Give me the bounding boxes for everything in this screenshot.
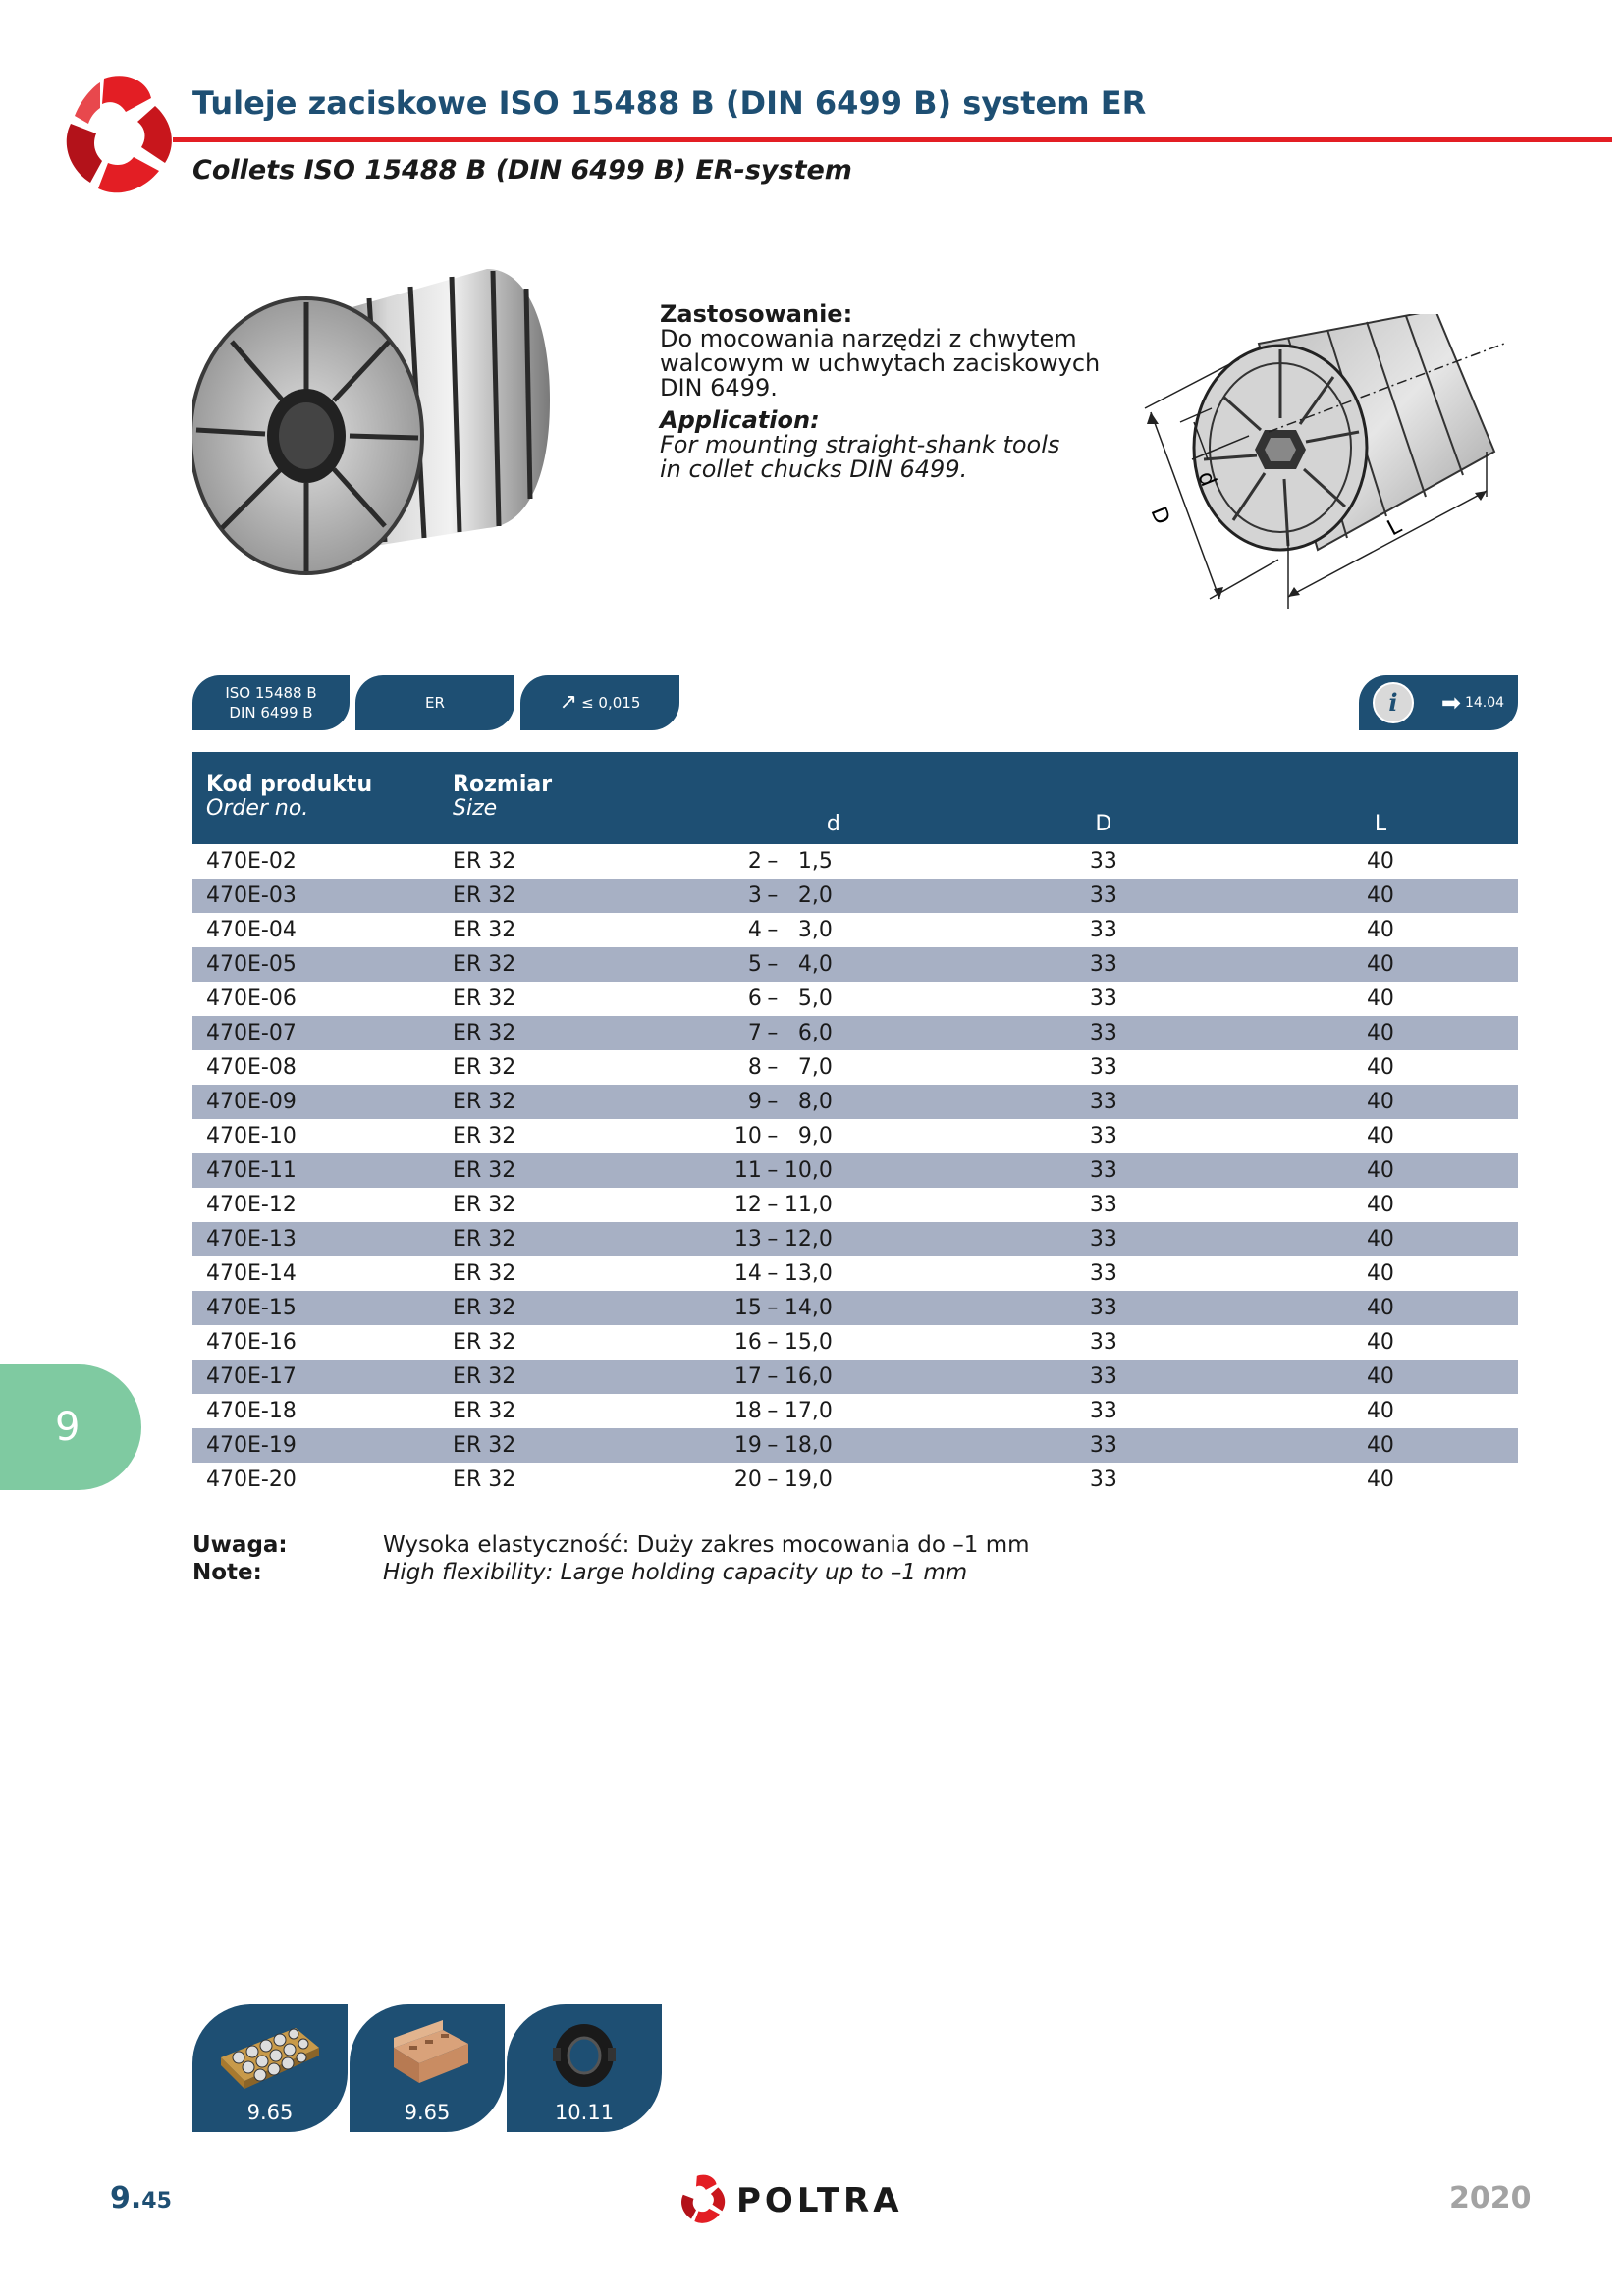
cell-d: 20 – 19,0	[733, 1468, 833, 1492]
cell-D: 33	[1089, 1468, 1117, 1492]
cell-L: 40	[1366, 1296, 1394, 1320]
cell-code: 470E-07	[206, 1021, 297, 1045]
table-row	[192, 1394, 1518, 1428]
arrow-right-icon: ➡	[1440, 689, 1461, 717]
page-subtitle: Collets ISO 15488 B (DIN 6499 B) ER-system	[192, 155, 852, 186]
cell-code: 470E-04	[206, 918, 297, 942]
description-heading-en: Application:	[660, 406, 820, 434]
brand-name: POLTRA	[736, 2181, 903, 2220]
cell-D: 33	[1089, 1055, 1117, 1080]
cell-size: ER 32	[453, 1055, 516, 1080]
cell-code: 470E-19	[206, 1433, 297, 1458]
cell-L: 40	[1366, 1227, 1394, 1252]
cell-code: 470E-17	[206, 1364, 297, 1389]
cell-D: 33	[1089, 987, 1117, 1011]
cell-L: 40	[1366, 1055, 1394, 1080]
accessory-ref: 9.65	[404, 2101, 451, 2124]
table-row	[192, 1291, 1518, 1325]
cell-d: 7 – 6,0	[747, 1021, 833, 1045]
cell-L: 40	[1366, 1330, 1394, 1355]
cell-size: ER 32	[453, 1124, 516, 1148]
table-row	[192, 1085, 1518, 1119]
column-header-size: Rozmiar Size	[453, 773, 553, 821]
note-text-en: High flexibility: Large holding capacity up to –1 mm	[383, 1560, 968, 1585]
cell-code: 470E-16	[206, 1330, 297, 1355]
cell-d: 10 – 9,0	[733, 1124, 833, 1148]
description-line: in collet chucks DIN 6499.	[660, 455, 968, 483]
collet-technical-drawing	[1141, 314, 1524, 609]
cell-size: ER 32	[453, 883, 516, 908]
cell-D: 33	[1089, 1330, 1117, 1355]
description-line: For mounting straight-shank tools	[660, 431, 1060, 458]
cell-d: 12 – 11,0	[733, 1193, 833, 1217]
column-header-D: D	[1095, 812, 1112, 836]
cell-L: 40	[1366, 987, 1394, 1011]
cell-L: 40	[1366, 1399, 1394, 1423]
table-row	[192, 947, 1518, 982]
cell-d: 15 – 14,0	[733, 1296, 833, 1320]
cell-L: 40	[1366, 918, 1394, 942]
cell-code: 470E-06	[206, 987, 297, 1011]
cell-code: 470E-12	[206, 1193, 297, 1217]
runout-badge	[520, 675, 679, 730]
cell-size: ER 32	[453, 1021, 516, 1045]
note-label-pl: Uwaga:	[192, 1532, 288, 1558]
cell-L: 40	[1366, 1158, 1394, 1183]
info-icon[interactable]: i	[1373, 682, 1414, 723]
table-row	[192, 1463, 1518, 1497]
table-row	[192, 1256, 1518, 1291]
table-row	[192, 982, 1518, 1016]
cell-D: 33	[1089, 849, 1117, 874]
cell-L: 40	[1366, 849, 1394, 874]
collet-photo	[192, 263, 550, 587]
description-block	[660, 302, 1121, 482]
standard-badge-line1: ISO 15488 B	[225, 684, 317, 702]
cell-D: 33	[1089, 1193, 1117, 1217]
cell-L: 40	[1366, 952, 1394, 977]
cell-code: 470E-18	[206, 1399, 297, 1423]
cell-d: 4 – 3,0	[747, 918, 833, 942]
cell-size: ER 32	[453, 1090, 516, 1114]
cell-D: 33	[1089, 1261, 1117, 1286]
cell-size: ER 32	[453, 918, 516, 942]
cell-code: 470E-09	[206, 1090, 297, 1114]
cell-d: 9 – 8,0	[747, 1090, 833, 1114]
cell-size: ER 32	[453, 1468, 516, 1492]
description-line: Do mocowania narzędzi z chwytem	[660, 325, 1077, 352]
cell-code: 470E-13	[206, 1227, 297, 1252]
cell-code: 470E-10	[206, 1124, 297, 1148]
cell-L: 40	[1366, 1433, 1394, 1458]
collet-set-icon	[217, 2018, 323, 2091]
cell-L: 40	[1366, 883, 1394, 908]
table-row	[192, 1325, 1518, 1360]
cell-size: ER 32	[453, 1330, 516, 1355]
cell-d: 19 – 18,0	[733, 1433, 833, 1458]
cell-d: 8 – 7,0	[747, 1055, 833, 1080]
description-line: DIN 6499.	[660, 374, 778, 401]
cell-d: 18 – 17,0	[733, 1399, 833, 1423]
cell-code: 470E-05	[206, 952, 297, 977]
runout-value: ≤ 0,015	[581, 694, 641, 712]
table-row	[192, 1050, 1518, 1085]
reference-link[interactable]	[1440, 689, 1505, 717]
catalog-year: 2020	[1449, 2181, 1532, 2216]
accessory-clamping-nut[interactable]	[507, 2004, 662, 2132]
cell-D: 33	[1089, 1227, 1117, 1252]
footer-brand	[677, 2173, 903, 2228]
cell-size: ER 32	[453, 987, 516, 1011]
standard-badge-line2: DIN 6499 B	[229, 704, 313, 721]
table-row	[192, 879, 1518, 913]
note-label-en: Note:	[192, 1560, 262, 1585]
cell-L: 40	[1366, 1021, 1394, 1045]
cell-d: 6 – 5,0	[747, 987, 833, 1011]
poltra-logo-icon	[677, 2173, 729, 2228]
cell-size: ER 32	[453, 1399, 516, 1423]
cell-D: 33	[1089, 1090, 1117, 1114]
cell-d: 17 – 16,0	[733, 1364, 833, 1389]
column-header-L: L	[1374, 812, 1387, 836]
system-badge-label: ER	[425, 694, 445, 712]
table-row	[192, 1360, 1518, 1394]
info-badge[interactable]	[1359, 675, 1518, 730]
table-row	[192, 1188, 1518, 1222]
standard-badge	[192, 675, 350, 730]
table-row	[192, 1119, 1518, 1153]
cell-size: ER 32	[453, 952, 516, 977]
poltra-logo-icon	[57, 73, 181, 204]
cell-L: 40	[1366, 1468, 1394, 1492]
cell-size: ER 32	[453, 1364, 516, 1389]
table-row	[192, 1428, 1518, 1463]
cell-d: 2 – 1,5	[747, 849, 833, 874]
cell-D: 33	[1089, 1158, 1117, 1183]
table-row	[192, 844, 1518, 879]
cell-L: 40	[1366, 1090, 1394, 1114]
system-badge	[355, 675, 514, 730]
cell-d: 16 – 15,0	[733, 1330, 833, 1355]
cell-D: 33	[1089, 1296, 1117, 1320]
dimension-d-label: d	[1192, 467, 1220, 491]
column-header-code: Kod produktu Order no.	[206, 773, 373, 821]
accessory-ref: 10.11	[554, 2101, 615, 2124]
column-header-d: d	[826, 812, 840, 836]
table-row	[192, 1016, 1518, 1050]
cell-d: 11 – 10,0	[733, 1158, 833, 1183]
note-block	[192, 1531, 1030, 1586]
clamping-nut-icon	[531, 2018, 637, 2091]
cell-d: 3 – 2,0	[747, 883, 833, 908]
cell-size: ER 32	[453, 1433, 516, 1458]
cell-D: 33	[1089, 1433, 1117, 1458]
cell-D: 33	[1089, 952, 1117, 977]
accessory-ref: 9.65	[246, 2101, 294, 2124]
cell-D: 33	[1089, 1124, 1117, 1148]
cell-code: 470E-02	[206, 849, 297, 874]
cell-D: 33	[1089, 1399, 1117, 1423]
title-divider	[173, 137, 1612, 142]
cell-D: 33	[1089, 1364, 1117, 1389]
wooden-box-icon	[374, 2018, 480, 2091]
reference-page: 14.04	[1464, 695, 1505, 711]
cell-code: 470E-08	[206, 1055, 297, 1080]
cell-code: 470E-20	[206, 1468, 297, 1492]
runout-arrow-icon: ↗	[559, 690, 578, 715]
cell-D: 33	[1089, 1021, 1117, 1045]
cell-code: 470E-15	[206, 1296, 297, 1320]
dimension-D-label: D	[1145, 503, 1174, 528]
accessory-wooden-box[interactable]	[350, 2004, 505, 2132]
cell-D: 33	[1089, 918, 1117, 942]
dimension-L-label: L	[1383, 513, 1406, 542]
note-text-pl: Wysoka elastyczność: Duży zakres mocowania do –1 mm	[383, 1532, 1030, 1558]
cell-code: 470E-14	[206, 1261, 297, 1286]
cell-size: ER 32	[453, 1227, 516, 1252]
cell-size: ER 32	[453, 1261, 516, 1286]
cell-d: 14 – 13,0	[733, 1261, 833, 1286]
accessory-collet-set[interactable]	[192, 2004, 348, 2132]
description-heading-pl: Zastosowanie:	[660, 300, 853, 328]
cell-size: ER 32	[453, 1296, 516, 1320]
cell-size: ER 32	[453, 1193, 516, 1217]
page-title: Tuleje zaciskowe ISO 15488 B (DIN 6499 B) system ER	[192, 84, 1147, 122]
cell-L: 40	[1366, 1193, 1394, 1217]
cell-L: 40	[1366, 1124, 1394, 1148]
table-row	[192, 913, 1518, 947]
cell-L: 40	[1366, 1261, 1394, 1286]
cell-size: ER 32	[453, 849, 516, 874]
page-number: 9.45	[110, 2181, 172, 2216]
cell-d: 13 – 12,0	[733, 1227, 833, 1252]
cell-size: ER 32	[453, 1158, 516, 1183]
cell-code: 470E-03	[206, 883, 297, 908]
cell-d: 5 – 4,0	[747, 952, 833, 977]
product-table	[192, 752, 1518, 1497]
cell-code: 470E-11	[206, 1158, 297, 1183]
table-row	[192, 1153, 1518, 1188]
cell-L: 40	[1366, 1364, 1394, 1389]
table-header-row	[192, 752, 1518, 844]
cell-D: 33	[1089, 883, 1117, 908]
description-line: walcowym w uchwytach zaciskowych	[660, 349, 1101, 377]
section-tab[interactable]: 9	[0, 1364, 141, 1490]
table-row	[192, 1222, 1518, 1256]
